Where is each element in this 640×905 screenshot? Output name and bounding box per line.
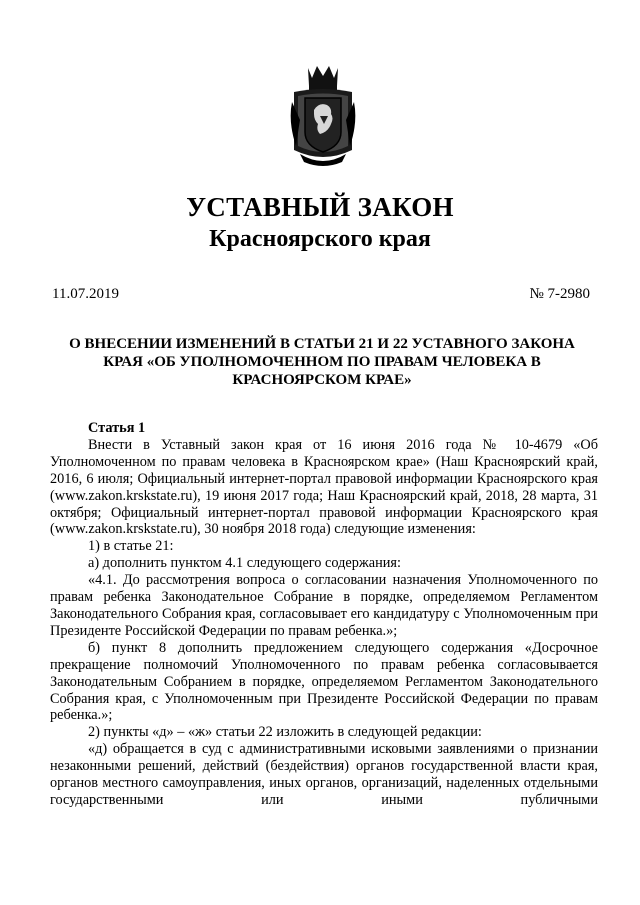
paragraph: Внести в Уставный закон края от 16 июня 2016 года № 10-4679 «Об Уполномоченном по правам человека в Красноярском крае» (Наш Красноярский край, 2016, 6 июля; Официальный интернет-портал правовой информации Красноярского края (www.zakon.krskstate.ru), 19 июня 2017 года; Наш Красноярский край, 2018, 28 марта, 31 октября; Официальный интернет-портал правовой информации Красноярского края (www.zakon.krskstate.ru), 30 ноября 2018 года) следующие изменения: bbox=[50, 436, 598, 538]
heading-line: КРАЯ «ОБ УПОЛНОМОЧЕННОМ ПО ПРАВАМ ЧЕЛОВЕКА В bbox=[103, 354, 541, 370]
paragraph: «д) обращается в суд с административными исковыми заявлениями о признании незаконными решений, действий (бездействия) органов государственной власти края, органов местного самоуправления, иных органов, организаций, наделенных отдельными государственными или иными публичными bbox=[50, 741, 598, 808]
law-date: 11.07.2019 bbox=[52, 286, 119, 302]
article-title: Статья 1 bbox=[88, 420, 146, 436]
paragraph: 1) в статье 21: bbox=[88, 538, 174, 555]
heading-line: О ВНЕСЕНИИ ИЗМЕНЕНИЙ В СТАТЬИ 21 И 22 УСТАВНОГО ЗАКОНА bbox=[69, 336, 575, 352]
paragraph: 2) пункты «д» – «ж» статьи 22 изложить в следующей редакции: bbox=[88, 724, 482, 741]
coat-of-arms-icon bbox=[290, 62, 356, 170]
paragraph: «4.1. До рассмотрения вопроса о согласовании назначения Уполномоченного по правам ребенка Законодательное Собрание в порядке, определяемом Регламентом Законодательного Собрания края, согласовывает его кандидатуру с Уполномоченным при Президенте Российской Федерации по правам ребенка.»; bbox=[50, 572, 598, 639]
region-title: Красноярского края bbox=[209, 226, 431, 252]
law-heading bbox=[60, 335, 584, 389]
paragraph: а) дополнить пунктом 4.1 следующего содержания: bbox=[88, 555, 401, 572]
law-type-title: УСТАВНЫЙ ЗАКОН bbox=[186, 192, 454, 222]
paragraph: б) пункт 8 дополнить предложением следующего содержания «Досрочное прекращение полномочий Уполномоченного по правам ребенка согласовывается Законодательным Собранием в порядке, определяемом Регламентом Законодательного Собрания края, с Уполномоченным при Президенте Российской Федерации по правам ребенка.»; bbox=[50, 639, 598, 724]
law-number: № 7-2980 bbox=[529, 286, 590, 302]
document-body bbox=[50, 420, 598, 809]
heading-line: КРАСНОЯРСКОМ КРАЕ» bbox=[232, 372, 412, 388]
